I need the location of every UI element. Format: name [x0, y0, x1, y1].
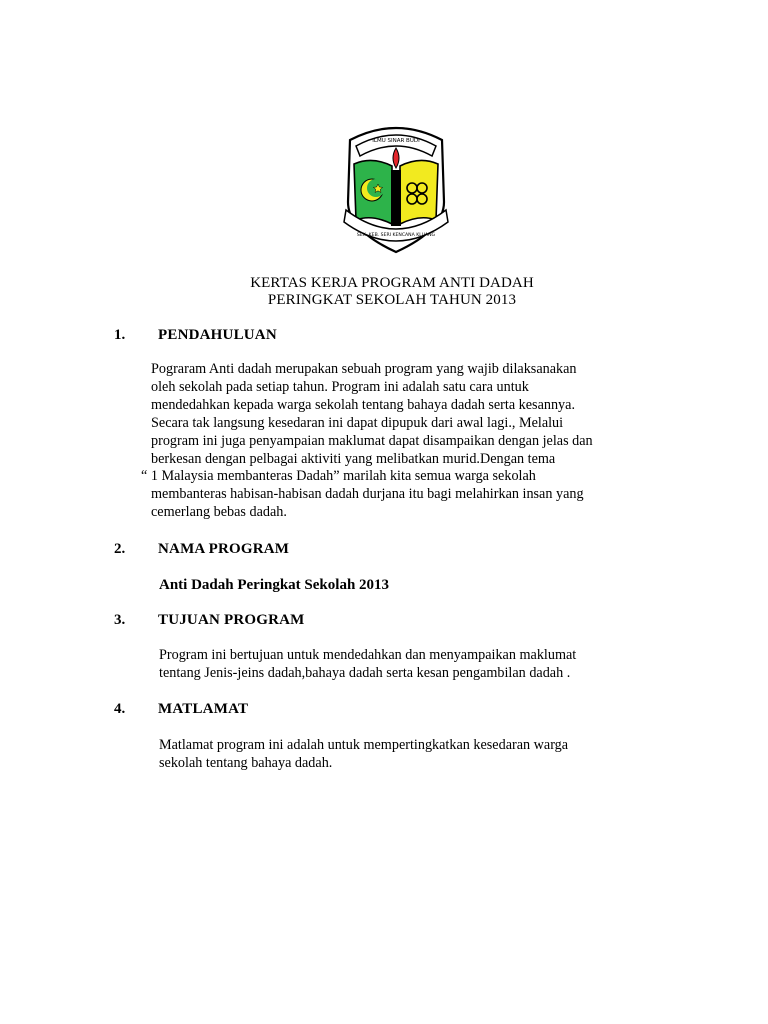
paragraph-line: Pograram Anti dadah merupakan sebuah program yang wajib dilaksanakan: [151, 361, 577, 377]
document-title-line-2: PERINGKAT SEKOLAH TAHUN 2013: [267, 292, 517, 308]
paragraph-line: Matlamat program ini adalah untuk mempertingkatkan kesedaran warga: [159, 737, 569, 753]
section-number-3: 3.: [114, 612, 126, 628]
paragraph-line: membanteras habisan-habisan dadah durjana itu bagi melahirkan insan yang: [151, 486, 584, 503]
paragraph-line: Secara tak langsung kesedaran ini dapat dipupuk dari awal lagi., Melalui: [151, 414, 564, 431]
paragraph-line: berkesan dengan pelbagai aktiviti yang melibatkan murid.Dengan tema: [151, 450, 556, 467]
section-heading-nama-program: NAMA PROGRAM: [158, 541, 290, 557]
paragraph-line: oleh sekolah pada setiap tahun. Program ini adalah satu cara untuk: [151, 378, 529, 395]
school-crest-logo: [340, 118, 452, 254]
crest-top-text: ILMU SINAR BUDI: [372, 138, 420, 144]
program-name: Anti Dadah Peringkat Sekolah 2013: [159, 577, 390, 593]
paragraph-line: sekolah tentang bahaya dadah.: [159, 754, 333, 771]
paragraph-line: mendedahkan kepada warga sekolah tentang bahaya dadah serta kesannya.: [151, 396, 575, 413]
section-paragraph-tujuan: [159, 647, 576, 683]
section-heading-matlamat: MATLAMAT: [158, 701, 249, 717]
section-number-4: 4.: [114, 701, 126, 717]
crest-bottom-text: SEK. KEB. SERI KENCANA KLUANG: [356, 233, 436, 238]
section-heading-pendahuluan: PENDAHULUAN: [158, 327, 277, 343]
paragraph-line: Program ini bertujuan untuk mendedahkan dan menyampaikan maklumat: [159, 647, 577, 663]
section-heading-tujuan-program: TUJUAN PROGRAM: [158, 612, 305, 628]
section-number-1: 1.: [114, 327, 126, 343]
paragraph-line: tentang Jenis-jeins dadah,bahaya dadah serta kesan pengambilan dadah .: [159, 664, 571, 681]
document-title-line-1: KERTAS KERJA PROGRAM ANTI DADAH: [250, 275, 534, 291]
paragraph-line: program ini juga penyampaian maklumat dapat disampaikan dengan jelas dan: [151, 432, 593, 449]
paragraph-line: “ 1 Malaysia membanteras Dadah” marilah kita semua warga sekolah: [141, 468, 536, 485]
crest-icon: [340, 118, 452, 254]
paragraph-line: cemerlang bebas dadah.: [151, 504, 287, 521]
section-number-2: 2.: [114, 541, 126, 557]
section-paragraph-matlamat: [159, 737, 568, 773]
section-paragraph-pendahuluan: [141, 361, 593, 522]
